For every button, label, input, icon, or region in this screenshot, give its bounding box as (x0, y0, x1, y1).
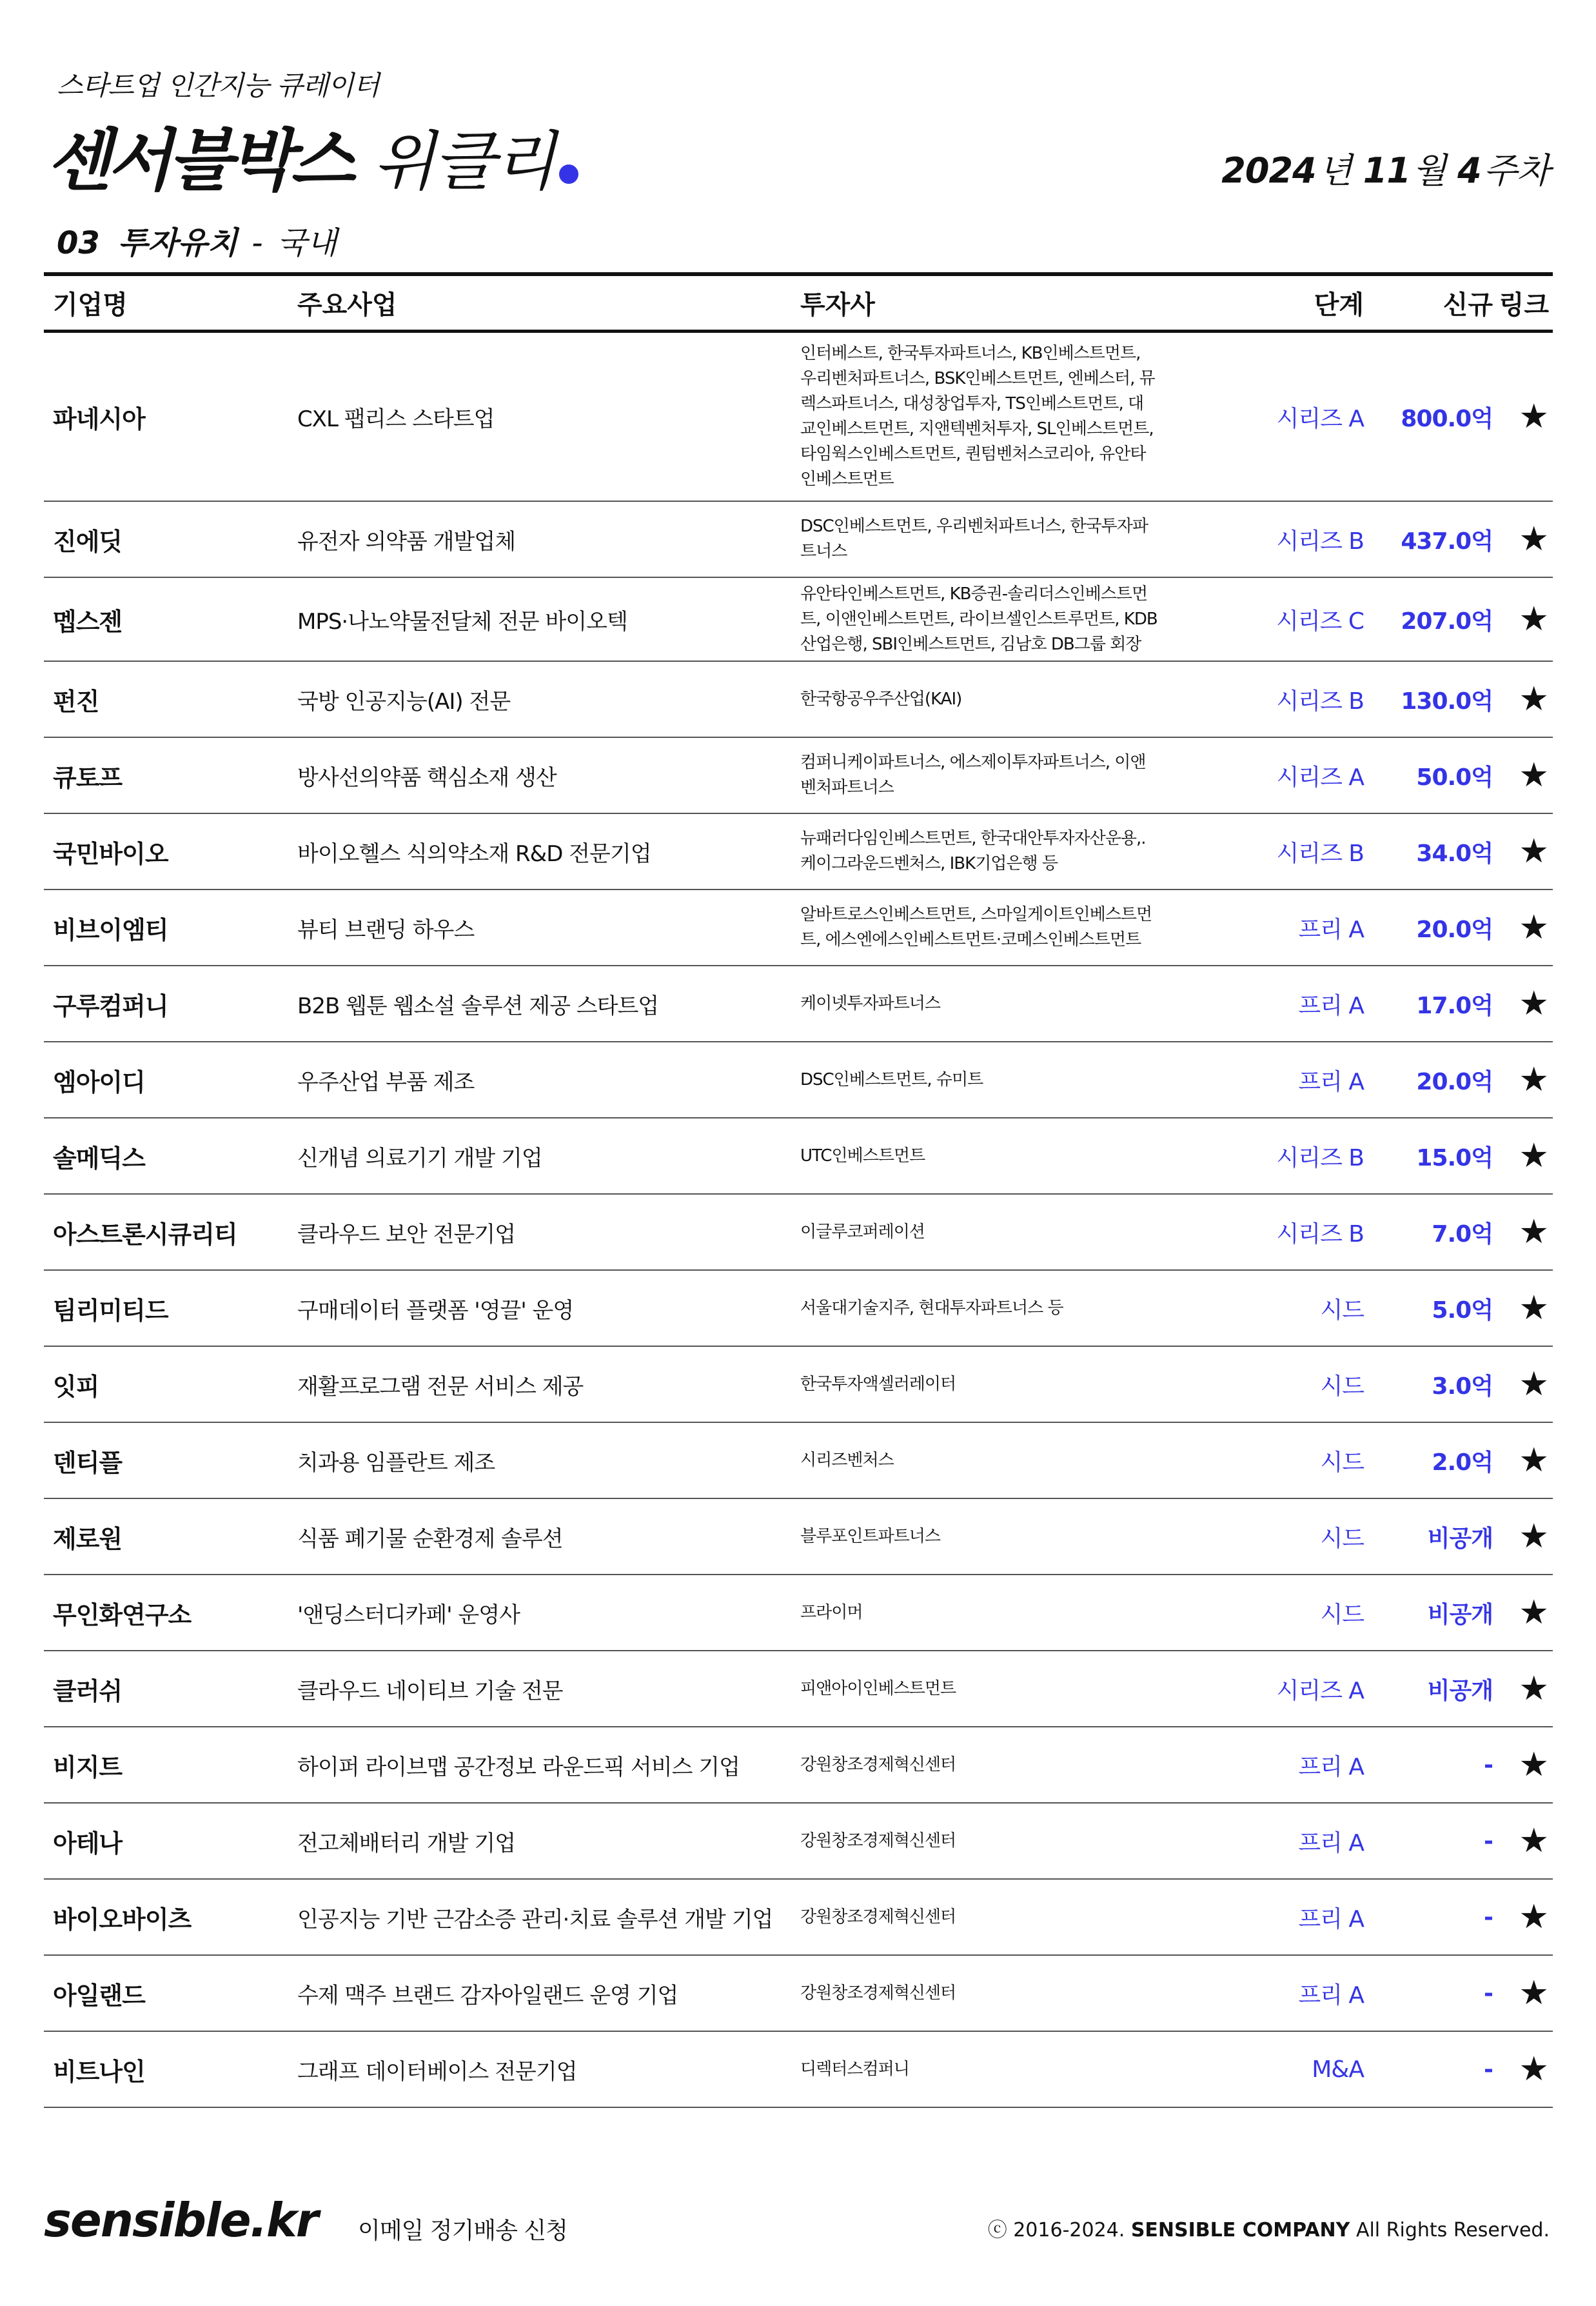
business-description: 신개념 의료기기 개발 기업 (297, 1145, 542, 1171)
company-name: 비트나인 (53, 2057, 145, 2086)
copyright-prefix: ⓒ 2016-2024. (987, 2219, 1125, 2241)
table-row (44, 814, 1553, 890)
company-name: 아일랜드 (53, 1981, 145, 2010)
business-description: 식품 폐기물 순환경제 솔루션 (297, 1526, 563, 1552)
investment-table (44, 272, 1553, 2108)
investment-amount: 437.0억 (1401, 528, 1493, 555)
company-name: 팀리미티드 (53, 1296, 168, 1325)
investment-stage: 시드 (1320, 1525, 1364, 1552)
table-row (44, 738, 1553, 814)
investment-stage: 시리즈 A (1276, 764, 1364, 791)
table-row (44, 966, 1553, 1042)
star-link-icon[interactable]: ★ (1519, 520, 1549, 559)
company-name: 펀진 (53, 687, 99, 716)
company-name: 아스트론시큐리티 (53, 1220, 237, 1249)
business-description: 인공지능 기반 근감소증 관리·치료 솔루션 개발 기업 (297, 1906, 773, 1933)
investor-list: 시리즈벤처스 (800, 1450, 894, 1470)
star-link-icon[interactable]: ★ (1519, 1745, 1549, 1784)
investment-stage: 시리즈 B (1276, 1220, 1364, 1247)
investment-amount: 비공개 (1427, 1601, 1493, 1628)
company-name: 진에딧 (53, 527, 123, 556)
business-description: 그래프 데이터베이스 전문기업 (297, 2058, 577, 2085)
investment-amount: - (1484, 1751, 1493, 1778)
investor-list: 알바트로스인베스트먼트, 스마일게이트인베스트먼트, 에스엔에스인베스트먼트·코메스인베스트먼트 (800, 905, 1152, 949)
investment-stage: 시리즈 B (1276, 688, 1364, 715)
section-location: 국내 (277, 225, 337, 261)
investor-list: 유안타인베스트먼트, KB증권-솔리더스인베스트먼트, 이앤인베스트먼트, 라이브셀인스트루먼트, KDB산업은행, SBI인베스트먼트, 김남호 DB그룹 회장 (800, 584, 1158, 654)
investment-stage: 프리 A (1298, 1905, 1364, 1933)
business-description: 클라우드 보안 전문기업 (297, 1221, 516, 1247)
investment-amount: 207.0억 (1401, 608, 1493, 635)
investor-list: 강원창조경제혁신센터 (800, 1831, 956, 1851)
investor-list: 디렉터스컴퍼니 (800, 2059, 909, 2079)
investment-amount: 2.0억 (1432, 1449, 1493, 1476)
company-name: 덴티플 (53, 1448, 123, 1477)
investor-list: 강원창조경제혁신센터 (800, 1907, 956, 1927)
investment-amount: 15.0억 (1416, 1144, 1493, 1171)
business-description: MPS·나노약물전달체 전문 바이오텍 (297, 608, 627, 635)
investment-stage: 프리 A (1298, 1753, 1364, 1780)
company-name: 제로원 (53, 1524, 123, 1553)
company-name: 큐토프 (53, 763, 123, 792)
investment-stage: 시드 (1320, 1449, 1364, 1476)
star-link-icon[interactable]: ★ (1519, 756, 1549, 795)
investment-amount: 130.0억 (1401, 688, 1493, 715)
table-row (44, 502, 1553, 578)
investment-stage: 프리 A (1298, 1829, 1364, 1856)
investment-stage: 프리 A (1298, 992, 1364, 1019)
business-description: 방사선의약품 핵심소재 생산 (297, 764, 557, 791)
table-row (44, 1042, 1553, 1118)
investment-stage: 프리 A (1298, 1068, 1364, 1095)
business-description: 치과용 임플란트 제조 (297, 1449, 495, 1476)
business-description: CXL 팹리스 스타트업 (297, 406, 495, 432)
investor-list: 프라이머 (800, 1602, 863, 1622)
star-link-icon[interactable]: ★ (1519, 908, 1549, 947)
table-row (44, 1727, 1553, 1804)
company-name: 엠아이디 (53, 1068, 145, 1097)
star-link-icon[interactable]: ★ (1519, 1822, 1549, 1860)
investor-list: 뉴패러다임인베스트먼트, 한국대안투자자산운용,. 케이그라운드벤처스, IBK기업은행 등 (800, 829, 1146, 873)
table-row (44, 1423, 1553, 1499)
page-header (0, 0, 1596, 271)
star-link-icon[interactable]: ★ (1519, 984, 1549, 1023)
section-title (57, 218, 337, 263)
header-link: 링크 (1499, 290, 1549, 320)
table-row (44, 1956, 1553, 2032)
investment-stage: 시리즈 B (1276, 528, 1364, 555)
star-link-icon[interactable]: ★ (1519, 680, 1549, 719)
investor-list: 케이넷투자파트너스 (800, 993, 941, 1013)
star-link-icon[interactable]: ★ (1519, 832, 1549, 871)
star-link-icon[interactable]: ★ (1519, 600, 1549, 639)
investment-amount: 20.0억 (1416, 916, 1493, 943)
business-description: '앤딩스터디카페' 운영사 (297, 1602, 520, 1628)
investment-stage: 시리즈 B (1276, 840, 1364, 867)
star-link-icon[interactable]: ★ (1519, 1593, 1549, 1632)
brand-subtitle: 위클리 (373, 124, 555, 199)
investment-amount: 7.0억 (1432, 1220, 1493, 1247)
investment-stage: 프리 A (1298, 1982, 1364, 2009)
investment-amount: - (1484, 1980, 1493, 2007)
star-link-icon[interactable]: ★ (1519, 1441, 1549, 1480)
investor-list: 인터베스트, 한국투자파트너스, KB인베스트먼트, 우리벤처파트너스, BSK인베스트먼트, 엔베스터, 뮤렉스파트너스, 대성창업투자, TS인베스트먼트, 대교인베스트먼트, 지앤텍벤처투자, SL인베스트먼트, 타임웍스인베스트먼트, 퀀텀벤처스코리아, 유안타인베스트먼트 (800, 344, 1155, 489)
business-description: 하이퍼 라이브맵 공간정보 라운드픽 서비스 기업 (297, 1754, 740, 1780)
brand-name: 센서블박스 (46, 121, 351, 200)
company-name: 국민바이오 (53, 839, 168, 868)
page-footer (0, 2180, 1596, 2258)
business-description: 국방 인공지능(AI) 전문 (297, 688, 511, 715)
issue-week: 4 (1457, 150, 1481, 191)
business-description: 구매데이터 플랫폼 '영끌' 운영 (297, 1297, 574, 1324)
brand-title (46, 106, 578, 203)
company-name: 솔메딕스 (53, 1144, 145, 1173)
header-amount: 신규 (1443, 290, 1493, 320)
investment-amount: 5.0억 (1432, 1297, 1493, 1324)
business-description: 재활프로그램 전문 서비스 제공 (297, 1373, 584, 1400)
investment-amount: - (1484, 2056, 1493, 2083)
investor-list: 한국항공우주산업(KAI) (800, 689, 962, 709)
investment-amount: 비공개 (1427, 1525, 1493, 1552)
investor-list: 이글루코퍼레이션 (800, 1222, 925, 1242)
investment-amount: 17.0억 (1416, 992, 1493, 1019)
table-row (44, 1575, 1553, 1651)
investment-stage: 시드 (1320, 1601, 1364, 1628)
table-row (44, 333, 1553, 502)
star-link-icon[interactable]: ★ (1519, 1517, 1549, 1556)
company-name: 비지트 (53, 1753, 123, 1782)
investment-amount: 50.0억 (1416, 764, 1493, 791)
investor-list: DSC인베스트먼트, 슈미트 (800, 1069, 983, 1089)
investor-list: 한국투자액셀러레이터 (800, 1374, 956, 1394)
subscribe-link[interactable]: 이메일 정기배송 신청 (358, 2218, 567, 2244)
investment-stage: M&A (1312, 2056, 1364, 2083)
issue-year-unit: 년 (1318, 150, 1352, 191)
table-row (44, 1804, 1553, 1880)
star-link-icon[interactable]: ★ (1519, 1898, 1549, 1936)
star-link-icon[interactable]: ★ (1519, 1669, 1549, 1708)
company-name: 비브이엠티 (53, 915, 168, 944)
investor-list: 피앤아이인베스트먼트 (800, 1678, 956, 1698)
copyright-rights: All Rights Reserved. (1355, 2219, 1550, 2241)
table-row (44, 1195, 1553, 1271)
issue-year: 2024 (1221, 150, 1316, 191)
table-row (44, 1271, 1553, 1347)
copyright-company: SENSIBLE COMPANY (1130, 2219, 1350, 2241)
investor-list: DSC인베스트먼트, 우리벤처파트너스, 한국투자파트너스 (800, 517, 1148, 561)
investment-stage: 시리즈 B (1276, 1144, 1364, 1171)
eyebrow-text: 스타트업 인간지능 큐레이터 (57, 70, 379, 101)
investor-list: UTC인베스트먼트 (800, 1146, 925, 1166)
investment-amount: - (1484, 1827, 1493, 1854)
investor-list: 컴퍼니케이파트너스, 에스제이투자파트너스, 이앤벤처파트너스 (800, 753, 1146, 797)
issue-month: 11 (1363, 150, 1410, 191)
business-description: 전고체배터리 개발 기업 (297, 1830, 516, 1856)
business-description: 클라우드 네이티브 기술 전문 (297, 1678, 563, 1704)
star-link-icon[interactable]: ★ (1519, 1974, 1549, 2013)
site-link[interactable]: sensible.kr (44, 2193, 318, 2247)
issue-week-unit: 주차 (1483, 150, 1550, 191)
investment-stage: 시드 (1320, 1297, 1364, 1324)
star-link-icon[interactable]: ★ (1519, 1213, 1549, 1251)
company-name: 무인화연구소 (53, 1600, 192, 1629)
investor-list: 서울대기술지주, 현대투자파트너스 등 (800, 1298, 1063, 1318)
investment-amount: 비공개 (1427, 1677, 1493, 1704)
investment-amount: 20.0억 (1416, 1068, 1493, 1095)
star-link-icon[interactable]: ★ (1519, 2050, 1549, 2089)
table-row (44, 1347, 1553, 1423)
investment-stage: 시리즈 C (1276, 608, 1364, 635)
business-description: 바이오헬스 식의약소재 R&D 전문기업 (297, 840, 651, 867)
section-name: 투자유치 (117, 225, 238, 261)
header-company: 기업명 (53, 290, 128, 320)
investor-list: 강원창조경제혁신센터 (800, 1754, 956, 1774)
company-name: 클러쉬 (53, 1676, 123, 1705)
table-row (44, 578, 1553, 662)
company-name: 잇피 (53, 1372, 99, 1401)
investment-stage: 프리 A (1298, 916, 1364, 943)
table-row (44, 1118, 1553, 1195)
table-header (44, 272, 1553, 333)
header-stage: 단계 (1314, 290, 1364, 320)
company-name: 멥스젠 (53, 607, 123, 636)
table-row (44, 890, 1553, 966)
business-description: 우주산업 부품 제조 (297, 1069, 475, 1095)
star-link-icon[interactable]: ★ (1519, 1289, 1549, 1327)
table-body (44, 333, 1553, 2108)
section-number: 03 (57, 225, 100, 261)
business-description: 뷰티 브랜딩 하우스 (297, 917, 475, 943)
company-name: 바이오바이츠 (53, 1905, 192, 1934)
business-description: B2B 웹툰 웹소설 솔루션 제공 스타트업 (297, 993, 659, 1019)
company-name: 파네시아 (53, 404, 145, 433)
investment-stage: 시드 (1320, 1373, 1364, 1400)
star-link-icon[interactable]: ★ (1519, 1137, 1549, 1175)
table-row (44, 1499, 1553, 1575)
investment-amount: - (1484, 1903, 1493, 1931)
company-name: 구루컴퍼니 (53, 991, 168, 1020)
investment-amount: 34.0억 (1416, 840, 1493, 867)
investment-stage: 시리즈 A (1276, 1677, 1364, 1704)
header-investor: 투자사 (800, 290, 875, 320)
investor-list: 강원창조경제혁신센터 (800, 1983, 956, 2003)
star-link-icon[interactable]: ★ (1519, 397, 1549, 436)
star-link-icon[interactable]: ★ (1519, 1365, 1549, 1404)
investor-list: 블루포인트파트너스 (800, 1526, 941, 1546)
header-business: 주요사업 (297, 290, 397, 320)
copyright (988, 2214, 1550, 2242)
section-separator: - (251, 225, 263, 261)
table-row (44, 2032, 1553, 2108)
business-description: 유전자 의약품 개발업체 (297, 528, 516, 555)
issue-date (1221, 143, 1550, 193)
company-name: 아테나 (53, 1829, 123, 1858)
investment-amount: 3.0억 (1432, 1373, 1493, 1400)
brand-dot-icon (559, 164, 578, 184)
table-row (44, 662, 1553, 738)
investment-stage: 시리즈 A (1276, 405, 1364, 432)
issue-month-unit: 월 (1412, 150, 1446, 191)
table-row (44, 1651, 1553, 1727)
investment-amount: 800.0억 (1401, 405, 1493, 432)
star-link-icon[interactable]: ★ (1519, 1060, 1549, 1099)
business-description: 수제 맥주 브랜드 감자아일랜드 운영 기업 (297, 1982, 678, 2009)
table-row (44, 1880, 1553, 1956)
